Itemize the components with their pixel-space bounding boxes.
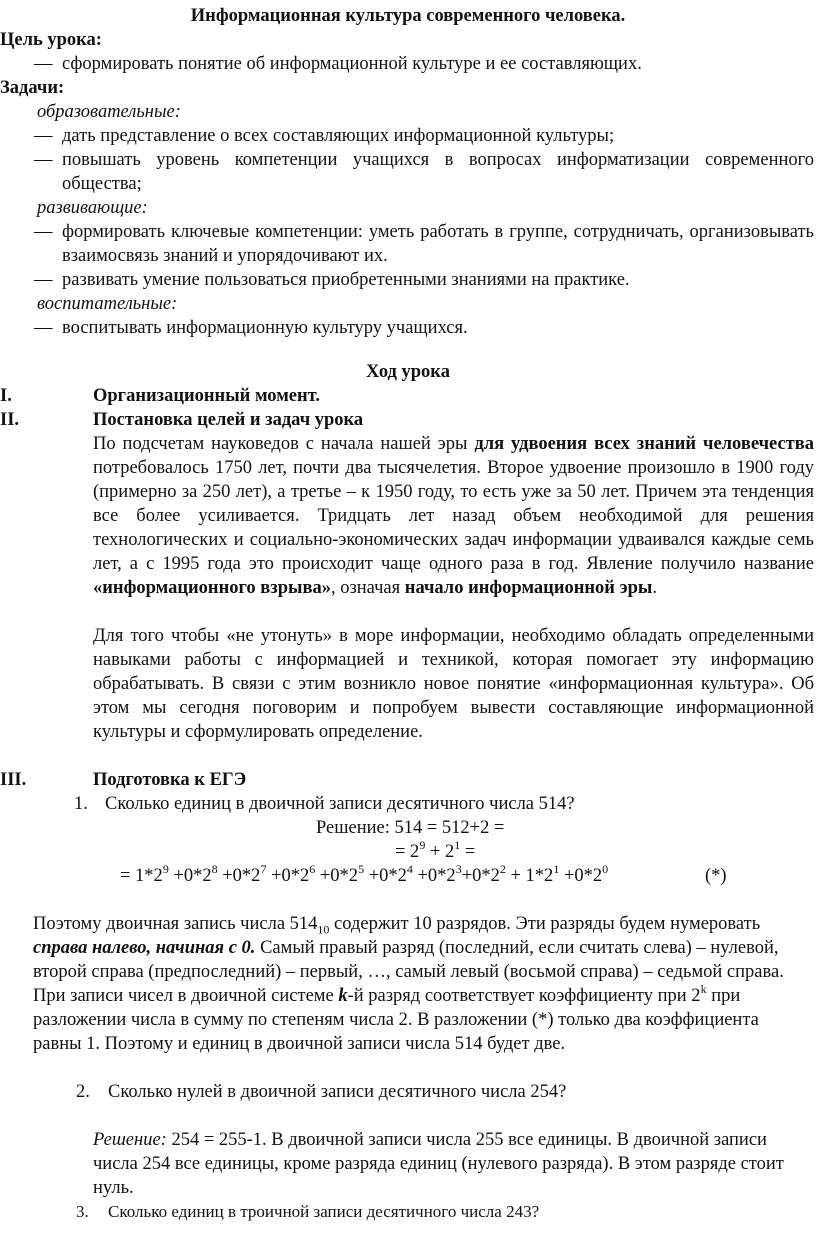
term — [315, 861, 365, 886]
goal-item-text: сформировать понятие об информационной культуре и ее составляющих. — [62, 54, 642, 74]
solution-1-expansion — [120, 861, 609, 888]
solution-text: 254 = 255-1. В двоичной записи числа 255 все единицы. В двоичной записи числа 254 все единицы, кроме разряда единиц (нулевого разряда). В этом разряде стоит нуль. — [93, 1130, 784, 1198]
tasks-heading: Задачи: — [0, 78, 65, 98]
exponent: 2 — [499, 861, 506, 876]
question-number: 1. — [74, 794, 88, 814]
solution-1-line-1: Решение: 514 = 512+2 = — [316, 818, 505, 838]
exponent: 8 — [211, 861, 218, 876]
term — [217, 861, 267, 886]
exponent: 1 — [454, 837, 461, 852]
base-subscript: 10 — [317, 922, 330, 937]
formula-text: = — [460, 842, 476, 862]
emphasis-text: k — [338, 986, 348, 1006]
developing-item-text: формировать ключевые компетенции: уметь работать в группе, сотрудничать, организовывать взаимосвязь знаний и упорядочивают их. — [62, 222, 814, 266]
paragraph-text: , означая — [330, 578, 405, 598]
term-base: +0*2 — [217, 866, 261, 886]
bullet-dash: — — [34, 222, 53, 242]
paragraph-text: . — [652, 578, 657, 598]
term — [266, 861, 316, 886]
emphasis-text: справа налево, начиная с 0. — [33, 938, 256, 958]
educational-item-text: повышать уровень компетенции учащихся в вопросах информатизации современного общества; — [62, 150, 814, 194]
exponent: 6 — [309, 861, 316, 876]
emphasis-text: начало информационной эры — [404, 578, 653, 598]
term — [364, 861, 413, 886]
paragraph-information-culture: Для того чтобы «не утонуть» в море информации, необходимо обладать определенными навыками работы с информацией и техникой, которая помогает эту информацию обрабатывать. В связи с этим возникло новое понятие «информационная культура». Об этом мы сегодня поговорим и попробуем вывести составляющие информационной культуры и сформулировать определение. — [93, 626, 814, 742]
exponent: 9 — [419, 837, 426, 852]
section-number: III. — [0, 770, 27, 790]
question-number: 2. — [76, 1082, 90, 1102]
emphasis-text: «информационного взрыва» — [93, 578, 331, 598]
question-text: Сколько единиц в двоичной записи десятичного числа 514? — [105, 794, 575, 814]
question-text: Сколько единиц в троичной записи десятичного числа 243? — [108, 1202, 540, 1221]
exponent: 5 — [358, 861, 365, 876]
exponent: 1 — [553, 861, 560, 876]
developing-item-text: развивать умение пользоваться приобретенными знаниями на практике. — [62, 270, 630, 290]
section-title: Постановка целей и задач урока — [93, 410, 364, 430]
formula-text: + 2 — [425, 842, 455, 862]
emphasis-text: для удвоения всех знаний человечества — [474, 434, 814, 454]
paragraph-text: потребовалось 1750 лет, почти два тысячелетия. Второе удвоение произошло в 1900 году (примерно за 250 лет), а третье – к 1950 году, то есть уже за 50 лет. Причем эта тенденция все более усиливается. Тридцать лет назад объем необходимой для решения технологических и социально-экономических задач информации удваивался каждые семь лет, а с 1995 года это происходит чаще одного раза в год. Явление получило название — [93, 458, 814, 574]
section-title: Подготовка к ЕГЭ — [93, 770, 247, 790]
paragraph-text: Поэтому двоичная запись числа 514 — [33, 914, 318, 934]
bullet-dash: — — [34, 318, 53, 338]
term-base: +0*2 — [168, 866, 212, 886]
upbringing-item-text: воспитывать информационную культуру учащихся. — [62, 318, 468, 338]
exponent: 4 — [406, 861, 413, 876]
term — [505, 861, 560, 886]
term-base: +0*2 — [412, 866, 456, 886]
term — [412, 861, 462, 886]
solution-1-line-2 — [395, 837, 476, 864]
upbringing-label: воспитательные: — [37, 294, 178, 314]
term-base: +0*2 — [315, 866, 359, 886]
term-base: +0*2 — [364, 866, 407, 886]
term — [559, 861, 609, 886]
exponent: 7 — [260, 861, 267, 876]
bullet-dash: — — [34, 150, 53, 170]
exponent: 9 — [162, 861, 169, 876]
paragraph-text: Самый правый разряд (последний, если считать слева) – нулевой, второй справа (предпоследний) – первый, …, самый левый (восьмой справа) – седьмой справа. При записи чисел в двоичной системе — [33, 938, 784, 1006]
term — [120, 861, 169, 886]
exponent: 0 — [602, 861, 609, 876]
formula-text: = 2 — [395, 842, 420, 862]
paragraph-text: По подсчетам науковедов с начала нашей эры — [93, 434, 475, 454]
term-base: +0*2 — [461, 866, 500, 886]
bullet-dash: — — [34, 126, 53, 146]
section-number: I. — [0, 386, 12, 406]
term-base: +0*2 — [266, 866, 310, 886]
term — [168, 861, 218, 886]
paragraph-text: содержит 10 разрядов. Эти разряды будем нумеровать — [329, 914, 761, 934]
paragraph-text: -й разряд соответствует коэффициенту при 2 — [347, 986, 701, 1006]
goal-heading: Цель урока: — [0, 30, 102, 50]
bullet-dash: — — [34, 270, 53, 290]
term-base: +0*2 — [559, 866, 603, 886]
term-base: + 1*2 — [505, 866, 554, 886]
educational-label: образовательные: — [37, 102, 181, 122]
term-base: = 1*2 — [120, 866, 163, 886]
term — [461, 861, 506, 886]
developing-label: развивающие: — [37, 198, 148, 218]
solution-2 — [93, 1128, 808, 1200]
bullet-dash: — — [34, 54, 53, 74]
question-text: Сколько нулей в двоичной записи десятичного числа 254? — [108, 1082, 567, 1102]
section-title: Организационный момент. — [93, 386, 320, 406]
solution-label: Решение: — [93, 1130, 167, 1150]
paragraph-text: при разложении числа в сумму по степеням числа 2. В разложении (*) только два коэффициента равны 1. Поэтому и единиц в двоичной записи числа 514 будет две. — [33, 986, 759, 1054]
section-number: II. — [0, 410, 20, 430]
document-title: Информационная культура современного человека. — [190, 6, 626, 26]
exponent: k — [700, 981, 707, 996]
paragraph-binary-explanation — [33, 912, 808, 1056]
exponent: 3 — [455, 861, 462, 876]
paragraph-knowledge-doubling — [93, 432, 814, 600]
educational-item-text: дать представление о всех составляющих информационной культуры; — [62, 126, 615, 146]
question-number: 3. — [76, 1202, 89, 1221]
lesson-heading: Ход урока — [366, 362, 450, 382]
expansion-mark: (*) — [705, 866, 727, 886]
